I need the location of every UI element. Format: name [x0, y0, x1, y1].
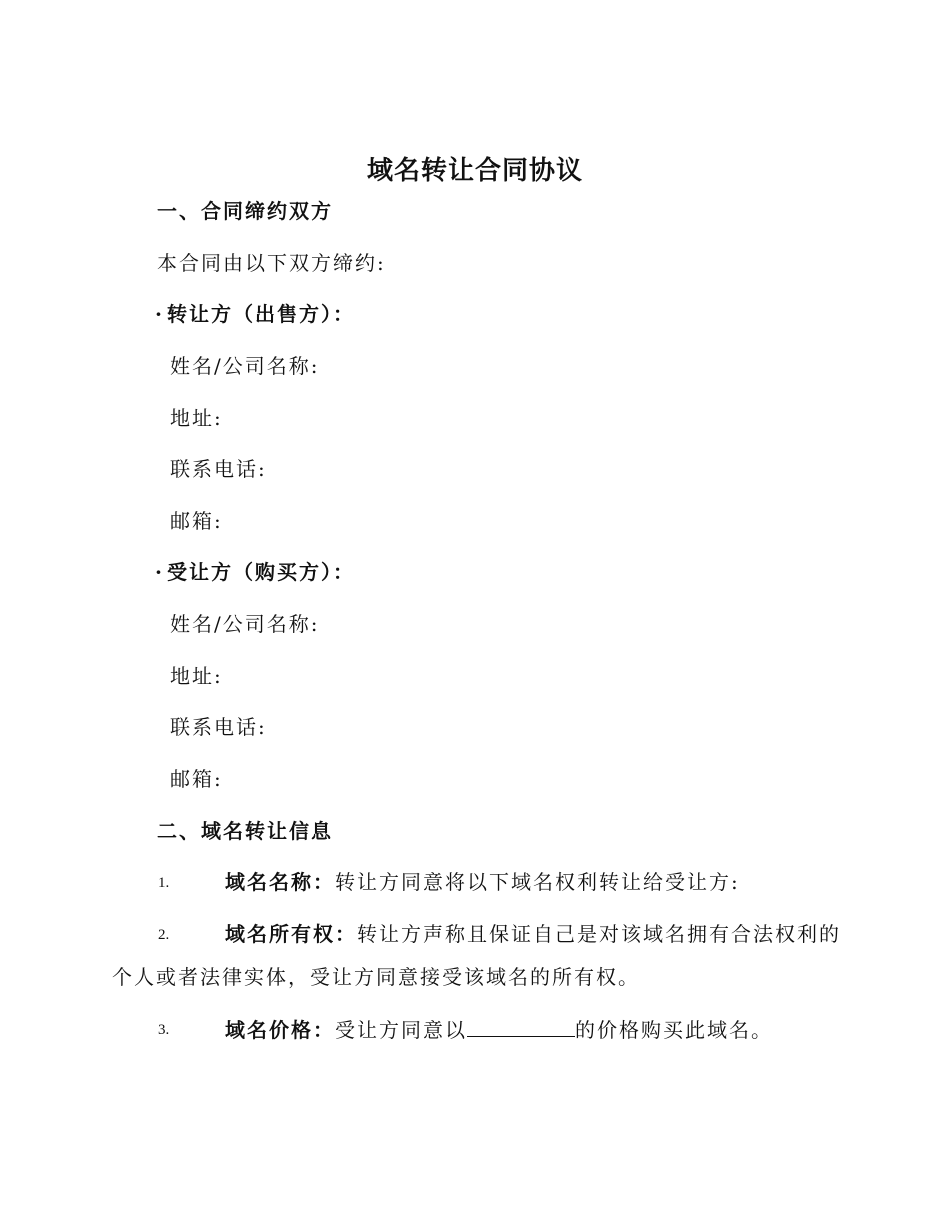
list-item-text-before: 受让方同意以 — [335, 1018, 467, 1042]
list-item-number: 2. — [158, 927, 170, 943]
document-title: 域名转让合同协议 — [366, 156, 583, 186]
transferee-phone-field: 联系电话: — [170, 715, 267, 739]
section-heading-parties: 一、合同缔约双方 — [157, 199, 333, 223]
transferor-phone-field: 联系电话: — [170, 457, 267, 481]
transferee-email-field: 邮箱: — [170, 767, 223, 791]
list-item-text-continuation: 个人或者法律实体，受让方同意接受该域名的所有权。 — [112, 965, 640, 989]
list-item-number: 3. — [158, 1022, 170, 1038]
bullet-dot-icon: · — [155, 302, 164, 326]
transferor-email-field: 邮箱: — [170, 509, 223, 533]
list-item-label: 域名所有权： — [225, 922, 357, 946]
list-item-domain-price — [225, 1014, 773, 1045]
list-item-text-after: 的价格购买此域名。 — [575, 1018, 773, 1042]
transferor-heading — [155, 299, 355, 329]
bullet-dot-icon: · — [155, 560, 164, 584]
list-item-number: 1. — [158, 875, 170, 891]
list-item-domain-ownership — [225, 919, 841, 949]
transferor-heading-text: 转让方（出售方）： — [167, 302, 355, 326]
list-item-label: 域名名称： — [225, 870, 335, 894]
price-blank-line — [467, 1014, 575, 1037]
section-heading-domain-info: 二、域名转让信息 — [157, 819, 333, 843]
transferee-name-field: 姓名/公司名称: — [170, 612, 320, 636]
list-item-text: 转让方同意将以下域名权利转让给受让方: — [335, 870, 740, 894]
transferee-address-field: 地址: — [170, 664, 223, 688]
list-item-text: 转让方声称且保证自己是对该域名拥有合法权利的 — [357, 922, 841, 946]
list-item-label: 域名价格： — [225, 1018, 335, 1042]
transferor-address-field: 地址: — [170, 406, 223, 430]
list-item-domain-name — [225, 867, 740, 897]
parties-intro: 本合同由以下双方缔约: — [157, 251, 386, 275]
transferee-heading — [155, 557, 355, 587]
transferee-heading-text: 受让方（购买方）： — [167, 560, 355, 584]
transferor-name-field: 姓名/公司名称: — [170, 354, 320, 378]
